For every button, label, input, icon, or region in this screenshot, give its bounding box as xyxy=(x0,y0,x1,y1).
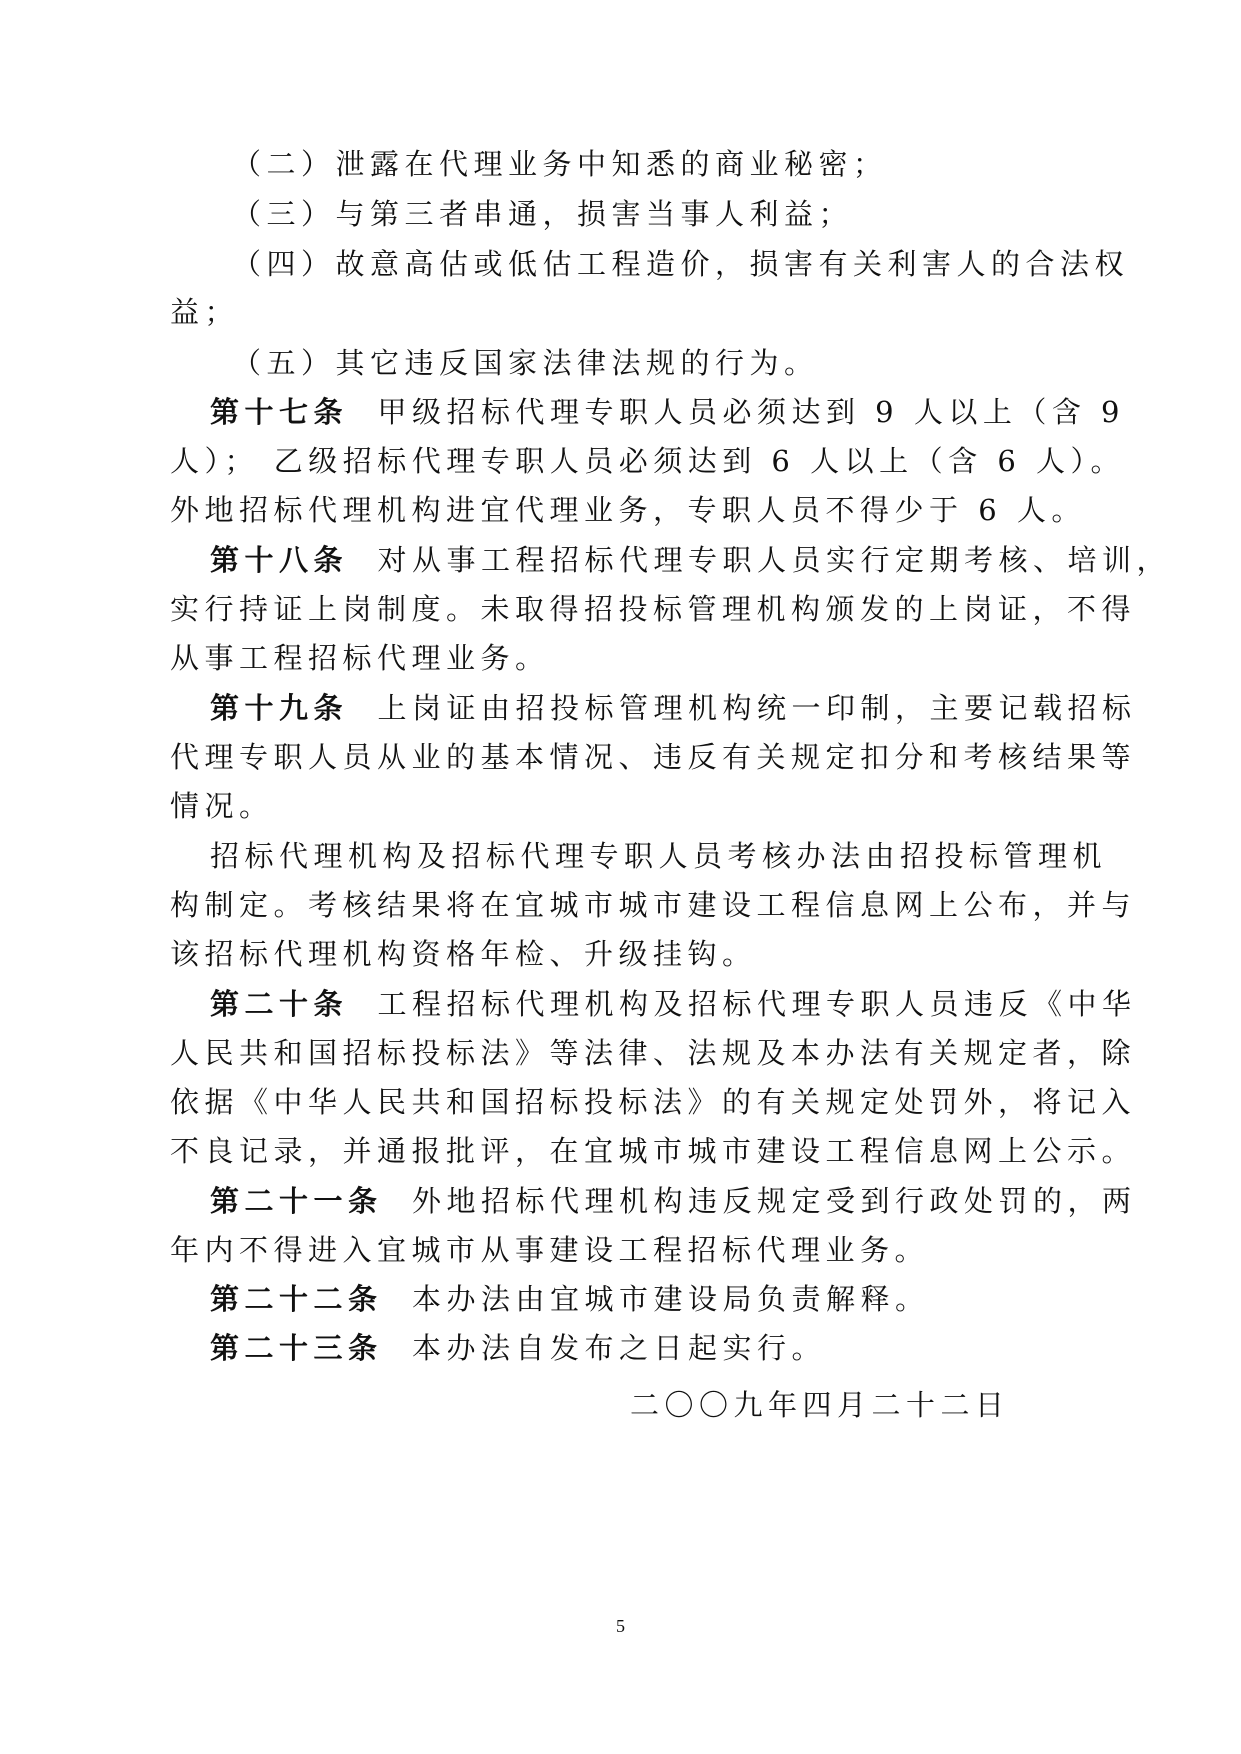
article-heading: 第二十条 xyxy=(210,987,349,1021)
line-text: 益； xyxy=(170,295,240,329)
article-heading: 第十八条 xyxy=(210,543,349,577)
text-line xyxy=(232,194,853,234)
text-line xyxy=(170,934,757,974)
line-text: 情况。 xyxy=(170,789,274,823)
line-text: 外地招标代理机构违反规定受到行政处罚的，两 xyxy=(382,1184,1137,1218)
text-line xyxy=(170,737,1136,777)
line-text: 甲级招标代理专职人员必须达到 9 人以上（含 9 xyxy=(348,395,1126,429)
text-line xyxy=(170,1230,929,1270)
article-line xyxy=(210,540,1171,580)
line-text: （三）与第三者串通，损害当事人利益； xyxy=(232,197,854,231)
text-line xyxy=(170,441,1125,481)
line-text: 代理专职人员从业的基本情况、违反有关规定扣分和考核结果等 xyxy=(170,740,1137,774)
text-line xyxy=(170,885,1136,925)
text-line xyxy=(232,343,819,383)
line-text: 人）； 乙级招标代理专职人员必须达到 6 人以上（含 6 人）。 xyxy=(170,444,1125,478)
line-text: 招标代理机构及招标代理专职人员考核办法由招投标管理机 xyxy=(210,839,1108,873)
line-text: 该招标代理机构资格年检、升级挂钩。 xyxy=(170,937,757,971)
text-line xyxy=(170,292,239,332)
article-line xyxy=(210,392,1125,432)
article-line xyxy=(210,984,1136,1024)
line-text: 二〇〇九年四月二十二日 xyxy=(630,1388,1010,1422)
text-line xyxy=(170,1082,1136,1122)
text-line xyxy=(232,144,888,184)
page-number: 5 xyxy=(616,1616,625,1636)
line-text: 从事工程招标代理业务。 xyxy=(170,641,550,675)
line-text: （二）泄露在代理业务中知悉的商业秘密； xyxy=(232,147,888,181)
article-heading: 第二十二条 xyxy=(210,1282,383,1316)
text-line xyxy=(170,1033,1136,1073)
text-line xyxy=(170,638,550,678)
article-heading: 第十九条 xyxy=(210,691,349,725)
line-text: 实行持证上岗制度。未取得招投标管理机构颁发的上岗证，不得 xyxy=(170,592,1137,626)
line-text: 本办法自发布之日起实行。 xyxy=(382,1331,826,1365)
line-text: 工程招标代理机构及招标代理专职人员违反《中华 xyxy=(348,987,1137,1021)
article-line xyxy=(210,688,1136,728)
text-line xyxy=(210,836,1107,876)
line-text: 对从事工程招标代理专职人员实行定期考核、培训， xyxy=(348,543,1171,577)
line-text: 年内不得进入宜城市从事建设工程招标代理业务。 xyxy=(170,1233,930,1267)
line-text: 本办法由宜城市建设局负责解释。 xyxy=(382,1282,930,1316)
line-text: 不良记录，并通报批评，在宜城市城市建设工程信息网上公示。 xyxy=(170,1134,1137,1168)
text-line xyxy=(170,490,1086,530)
article-line xyxy=(210,1181,1136,1221)
line-text: （五）其它违反国家法律法规的行为。 xyxy=(232,346,819,380)
line-text: 构制定。考核结果将在宜城市城市建设工程信息网上公布，并与 xyxy=(170,888,1137,922)
line-text: 人民共和国招标投标法》等法律、法规及本办法有关规定者，除 xyxy=(170,1036,1137,1070)
article-heading: 第十七条 xyxy=(210,395,349,429)
line-text: 依据《中华人民共和国招标投标法》的有关规定处罚外，将记入 xyxy=(170,1085,1137,1119)
line-text: （四）故意高估或低估工程造价，损害有关利害人的合法权 xyxy=(232,247,1130,281)
article-heading: 第二十一条 xyxy=(210,1184,383,1218)
text-line xyxy=(170,1131,1136,1171)
text-line xyxy=(170,786,274,826)
article-line xyxy=(210,1279,929,1319)
line-text: 外地招标代理机构进宜代理业务，专职人员不得少于 6 人。 xyxy=(170,493,1086,527)
article-line xyxy=(210,1328,826,1368)
line-text: 上岗证由招投标管理机构统一印制，主要记载招标 xyxy=(348,691,1137,725)
text-line xyxy=(170,589,1136,629)
text-line xyxy=(232,244,1129,284)
article-heading: 第二十三条 xyxy=(210,1331,383,1365)
date-line xyxy=(630,1385,1010,1425)
